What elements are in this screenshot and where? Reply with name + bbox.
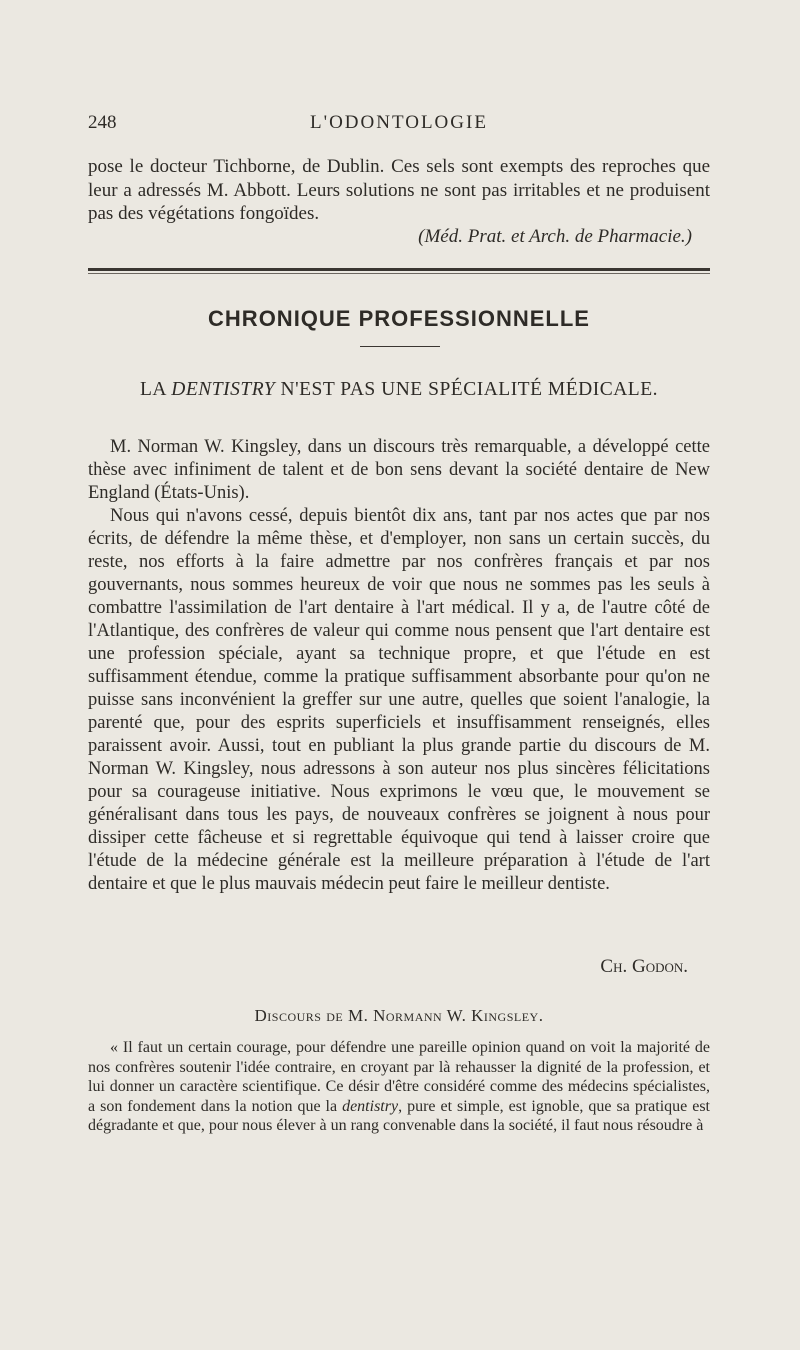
signature: Ch. Godon. <box>600 956 688 977</box>
speech-body <box>88 1038 710 1136</box>
title-underline <box>360 346 440 347</box>
continuation-block <box>88 155 710 248</box>
page-number: 248 <box>88 112 117 133</box>
article-title <box>88 378 710 401</box>
speech-paragraph <box>88 1038 710 1136</box>
speech-text-before: « Il faut un certain courage, pour défendre une pareille opinion quand on voit la majorité de nos confrères soutenir l'idée contraire, en croyant par là rehausser la dignité de la profession, et lui donner un caractère scientifique. Ce désir d'être considéré comme des médecins spécialistes, a son fondement dans la notion que la <box>88 1039 710 1115</box>
running-title: L'ODONTOLOGIE <box>310 112 488 133</box>
article-paragraph-1: M. Norman W. Kingsley, dans un discours très remarquable, a développé cette thèse avec infiniment de talent et de bon sens devant la société dentaire de New England (États-Unis). <box>88 437 710 503</box>
section-divider <box>88 268 710 271</box>
section-title: CHRONIQUE PROFESSIONNELLE <box>208 306 590 331</box>
speech-text-after: , pure et simple, est ignoble, que sa pratique est dégradante et que, pour nous élever à un rang convenable dans la société, il faut nous résoudre à <box>88 1097 711 1135</box>
section-divider-thin <box>88 273 710 274</box>
source-citation: (Méd. Prat. et Arch. de Pharmacie.) <box>418 225 692 247</box>
article-title-suffix: N'EST PAS UNE SPÉCIALITÉ MÉDICALE. <box>275 379 658 400</box>
article-title-italic: DENTISTRY <box>171 379 276 400</box>
running-head <box>88 112 710 140</box>
speech-heading: Discours de M. Normann W. Kingsley. <box>254 1006 544 1025</box>
article-paragraph-2: Nous qui n'avons cessé, depuis bientôt dix ans, tant par nos actes que par nos écrits, de défendre la même thèse, et d'employer, non sans un certain succès, du reste, nos efforts à la faire admettre par nos confrères français et par nos gouvernants, nous sommes heureux de voir que nous ne sommes pas les seuls à combattre l'assimilation de l'art dentaire à l'art médical. Il y a, de l'autre côté de l'Atlantique, des confrères de valeur qui comme nous pensent que l'art dentaire est une profession spéciale, ayant sa technique propre, et que l'étude en est suffisamment étendue, comme la pratique suffisamment absorbante pour qu'on ne puisse sans inconvénient la greffer sur une autre, quelles que soient l'analogie, la parenté que, pour des esprits superficiels et insuffisamment renseignés, elles paraissent avoir. Aussi, tout en publiant la plus grande partie du discours de M. Norman W. Kingsley, nous adressons à son auteur nos plus sincères félicitations pour sa courageuse initiative. Nous exprimons le vœu que, le mouvement se généralisant dans tous les pays, de nouveaux confrères se joignent à nous pour dissiper cette fâcheuse et si regrettable équivoque qui tend à laisser croire que l'étude de la médecine générale est la meilleure préparation à l'étude de l'art dentaire et que le plus mauvais médecin peut faire le meilleur dentiste. <box>88 506 710 894</box>
article-title-prefix: LA <box>139 379 172 400</box>
speech-text-italic: dentistry <box>342 1097 399 1115</box>
continuation-paragraph: pose le docteur Tichborne, de Dublin. Ces sels sont exempts des reproches que leur a adressés M. Abbott. Leurs solutions ne sont pas irritables et ne produisent pas des végétations fongoïdes. <box>88 156 710 224</box>
article-body <box>88 436 710 896</box>
